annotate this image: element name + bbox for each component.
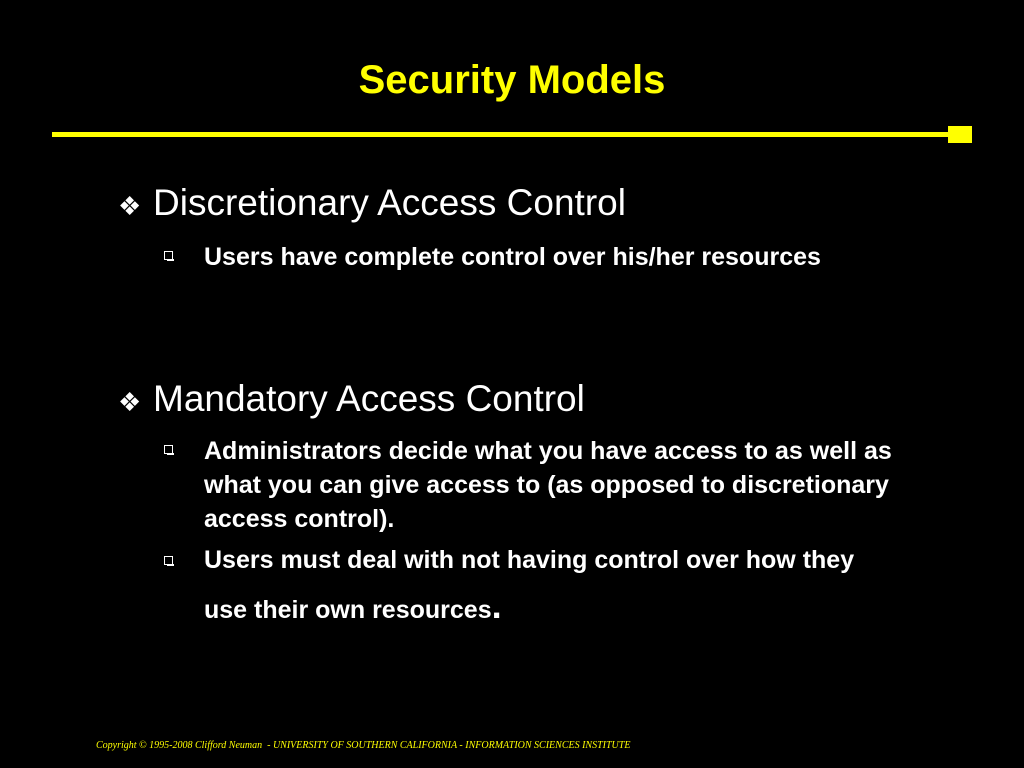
square-bullet-icon — [164, 556, 173, 565]
sub-bullet-administrators-decide — [164, 434, 904, 536]
bullet-label: Discretionary Access Control — [153, 182, 626, 223]
sub-bullet-trailing-period: . — [491, 585, 502, 626]
diamond-bullet-icon: ❖ — [118, 191, 142, 221]
copyright-footer: Copyright © 1995-2008 Clifford Neuman - UNIVERSITY OF SOUTHERN CALIFORNIA - INFORMATION SCIENCES INSTITUTE — [96, 740, 631, 751]
bullet-mandatory-access-control — [118, 378, 585, 423]
title-divider-line — [52, 132, 952, 137]
square-bullet-icon — [164, 251, 173, 260]
sub-bullet-text: Users must deal with not having control over how they use their own resources — [204, 546, 855, 624]
slide-title: Security Models — [358, 58, 666, 102]
diamond-bullet-icon: ❖ — [118, 387, 142, 417]
sub-bullet-text: Administrators decide what you have access to as well as what you can give access to (as opposed to discretionary access control). — [204, 437, 892, 533]
bullet-label: Mandatory Access Control — [153, 378, 585, 419]
title-divider-end-block — [948, 126, 972, 143]
bullet-discretionary-access-control — [118, 182, 626, 227]
sub-bullet-users-must-deal — [164, 543, 904, 633]
square-bullet-icon — [164, 445, 173, 454]
sub-bullet-text: Users have complete control over his/her resources — [204, 243, 821, 271]
sub-bullet-users-complete-control — [164, 240, 904, 274]
